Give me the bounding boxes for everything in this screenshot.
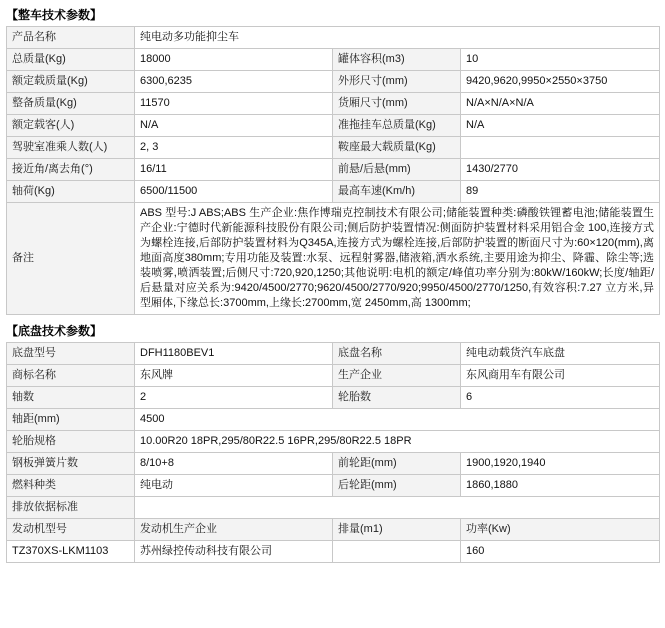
row-label: 轴数 xyxy=(7,387,135,409)
row-value: 苏州绿控传动科技有限公司 xyxy=(135,541,333,563)
row-value xyxy=(461,137,660,159)
table-row xyxy=(7,387,660,409)
row-value: TZ370XS-LKM1103 xyxy=(7,541,135,563)
row-label: 底盘名称 xyxy=(333,343,461,365)
table-row xyxy=(7,181,660,203)
row-label: 最高车速(Km/h) xyxy=(333,181,461,203)
remark-text: ABS 型号:J ABS;ABS 生产企业:焦作博瑞克控制技术有限公司;储能装置种类:磷酸铁锂蓄电池;储能装置生产企业:宁德时代新能源科技股份有限公司;侧后防护装置情况:侧面防护装置材料采用铝合金 100,连接方式为螺栓连接,后部防护装置材料为Q345A,连接方式为螺栓连接,后部防护装置的断面尺寸为:60×120(mm),离地面高度380mm;专用功能及装置:水泵、远程射雾器,储液箱,洒水系统,主要用途为抑尘、降霾、除尘等;选装喷雾,喷洒装置;后侧尺寸:720,920,1250;其他说明:电机的额定/峰值功率分别为:80kW/160kW;长度/轴距/后悬量对应关系为:9420/4500/2770;9620/4500/2770/920;9950/4500/2770/1250,有效容积:7.27 立方米,异型厢体,下缘总长:3700mm,上缘长:2700mm,宽 2450mm,高 1300mm; xyxy=(135,203,660,315)
table-row xyxy=(7,453,660,475)
row-label: 准拖挂车总质量(Kg) xyxy=(333,115,461,137)
row-value: DFH1180BEV1 xyxy=(135,343,333,365)
row-value: 8/10+8 xyxy=(135,453,333,475)
table-row xyxy=(7,137,660,159)
row-value: 4500 xyxy=(135,409,660,431)
row-value: N/A×N/A×N/A xyxy=(461,93,660,115)
row-value: 纯电动多功能抑尘车 xyxy=(135,27,660,49)
table-row xyxy=(7,409,660,431)
table-row-remark xyxy=(7,203,660,315)
row-label: 发动机生产企业 xyxy=(135,519,333,541)
row-label: 货厢尺寸(mm) xyxy=(333,93,461,115)
row-label: 整备质量(Kg) xyxy=(7,93,135,115)
section-title-chassis: 【底盘技术参数】 xyxy=(6,324,103,338)
row-label: 功率(Kw) xyxy=(461,519,660,541)
row-value xyxy=(333,541,461,563)
row-label: 鞍座最大载质量(Kg) xyxy=(333,137,461,159)
table-row xyxy=(7,27,660,49)
row-label: 底盘型号 xyxy=(7,343,135,365)
table-row xyxy=(7,343,660,365)
row-label: 轮胎数 xyxy=(333,387,461,409)
row-label: 接近角/离去角(°) xyxy=(7,159,135,181)
row-value: 东风商用车有限公司 xyxy=(461,365,660,387)
row-value: 2 xyxy=(135,387,333,409)
section-title-vehicle: 【整车技术参数】 xyxy=(6,8,103,22)
row-label: 额定载质量(Kg) xyxy=(7,71,135,93)
row-label: 罐体容积(m3) xyxy=(333,49,461,71)
row-value: N/A xyxy=(461,115,660,137)
vehicle-spec-table xyxy=(6,26,660,315)
row-value: 10.00R20 18PR,295/80R22.5 16PR,295/80R22.5 18PR xyxy=(135,431,660,453)
row-label: 总质量(Kg) xyxy=(7,49,135,71)
row-label: 外形尺寸(mm) xyxy=(333,71,461,93)
row-value: N/A xyxy=(135,115,333,137)
row-label: 驾驶室准乘人数(人) xyxy=(7,137,135,159)
row-label: 钢板弹簧片数 xyxy=(7,453,135,475)
row-label: 轴距(mm) xyxy=(7,409,135,431)
table-row xyxy=(7,71,660,93)
row-value: 6300,6235 xyxy=(135,71,333,93)
table-row xyxy=(7,541,660,563)
row-value: 纯电动 xyxy=(135,475,333,497)
row-label: 生产企业 xyxy=(333,365,461,387)
row-value xyxy=(135,497,660,519)
row-value: 11570 xyxy=(135,93,333,115)
row-label: 排放依据标准 xyxy=(7,497,135,519)
row-value: 160 xyxy=(461,541,660,563)
table-row xyxy=(7,431,660,453)
row-label: 燃料种类 xyxy=(7,475,135,497)
row-label-remark: 备注 xyxy=(7,203,135,315)
row-value: 6 xyxy=(461,387,660,409)
row-label: 轮胎规格 xyxy=(7,431,135,453)
row-value: 纯电动载货汽车底盘 xyxy=(461,343,660,365)
row-value: 9420,9620,9950×2550×3750 xyxy=(461,71,660,93)
row-label: 排量(m1) xyxy=(333,519,461,541)
row-value: 6500/11500 xyxy=(135,181,333,203)
row-value: 1860,1880 xyxy=(461,475,660,497)
row-label: 后轮距(mm) xyxy=(333,475,461,497)
row-value: 1430/2770 xyxy=(461,159,660,181)
row-value: 东风牌 xyxy=(135,365,333,387)
row-label: 前悬/后悬(mm) xyxy=(333,159,461,181)
row-label: 产品名称 xyxy=(7,27,135,49)
row-label: 额定载客(人) xyxy=(7,115,135,137)
row-label: 发动机型号 xyxy=(7,519,135,541)
row-value: 10 xyxy=(461,49,660,71)
chassis-spec-table xyxy=(6,342,660,563)
table-row xyxy=(7,49,660,71)
row-value: 89 xyxy=(461,181,660,203)
table-row xyxy=(7,497,660,519)
row-value: 2, 3 xyxy=(135,137,333,159)
row-label: 商标名称 xyxy=(7,365,135,387)
row-value: 1900,1920,1940 xyxy=(461,453,660,475)
table-row xyxy=(7,93,660,115)
row-label: 轴荷(Kg) xyxy=(7,181,135,203)
table-row xyxy=(7,365,660,387)
row-label: 前轮距(mm) xyxy=(333,453,461,475)
table-row xyxy=(7,159,660,181)
row-value: 18000 xyxy=(135,49,333,71)
table-row xyxy=(7,475,660,497)
table-row-header xyxy=(7,519,660,541)
row-value: 16/11 xyxy=(135,159,333,181)
table-row xyxy=(7,115,660,137)
